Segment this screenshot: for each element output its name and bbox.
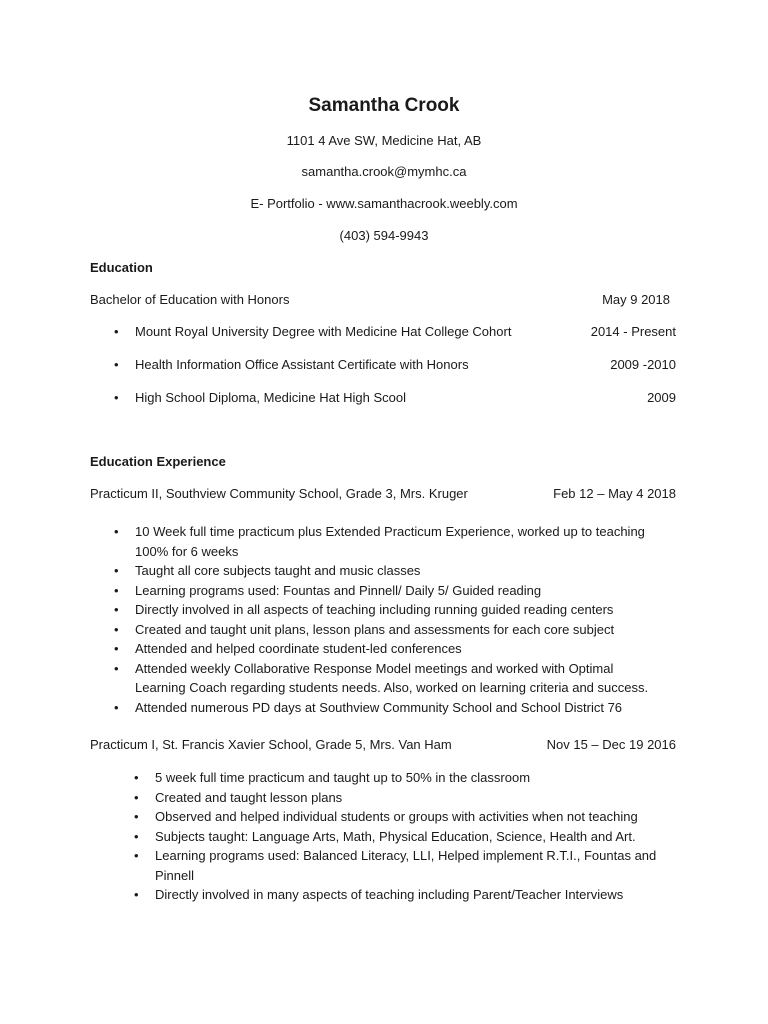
bullet: • bbox=[134, 809, 139, 824]
list-item bbox=[134, 827, 679, 847]
bullet: • bbox=[114, 390, 119, 405]
experience-heading: Education Experience bbox=[90, 454, 226, 469]
list-item-text: Created and taught lesson plans bbox=[155, 789, 343, 805]
list-item-text: Learning programs used: Fountas and Pinnell/ Daily 5/ Guided reading bbox=[135, 582, 542, 598]
list-item-text: 10 Week full time practicum plus Extended Practicum Experience, worked up to teaching 100% for 6 weeks bbox=[135, 524, 645, 559]
bullet: • bbox=[114, 602, 119, 617]
list-item-text: Created and taught unit plans, lesson plans and assessments for each core subject bbox=[135, 621, 615, 637]
degree-title: Bachelor of Education with Honors bbox=[90, 292, 290, 307]
bullet: • bbox=[114, 660, 119, 676]
position-date: Feb 12 – May 4 2018 bbox=[553, 486, 676, 501]
education-item-text: High School Diploma, Medicine Hat High Scool bbox=[135, 390, 406, 405]
list-item-text: Learning programs used: Balanced Literacy, LLI, Helped implement R.T.I., Fountas and Pinnell bbox=[155, 848, 657, 883]
resume-name: Samantha Crook bbox=[308, 95, 460, 116]
degree-row bbox=[90, 292, 676, 307]
list-item bbox=[134, 807, 679, 827]
bullet: • bbox=[114, 524, 119, 539]
list-item-text: Directly involved in all aspects of teaching including running guided reading centers bbox=[135, 602, 614, 617]
bullet: • bbox=[114, 357, 119, 372]
degree-date: May 9 2018 bbox=[602, 292, 670, 307]
portfolio: E- Portfolio - www.samanthacrook.weebly.com bbox=[250, 196, 518, 211]
education-item-text: Mount Royal University Degree with Medicine Hat College Cohort bbox=[135, 324, 512, 339]
bullet: • bbox=[134, 770, 139, 785]
position-title: Practicum II, Southview Community School, Grade 3, Mrs. Kruger bbox=[90, 486, 468, 501]
education-heading: Education bbox=[90, 260, 153, 275]
education-item-text: Health Information Office Assistant Certificate with Honors bbox=[135, 357, 469, 372]
address: 1101 4 Ave SW, Medicine Hat, AB bbox=[286, 133, 482, 148]
list-item-text: Attended weekly Collaborative Response Model meetings and worked with Optimal Learning Coach regarding students needs. Also, worked on learning criteria and success. bbox=[135, 660, 649, 695]
list-item bbox=[114, 698, 666, 718]
list-item-text: 5 week full time practicum and taught up to 50% in the classroom bbox=[155, 770, 531, 785]
list-item bbox=[134, 788, 679, 808]
list-item-text: Attended numerous PD days at Southview Community School and School District 76 bbox=[135, 699, 623, 715]
position-bullets bbox=[134, 768, 679, 905]
list-item-text: Attended and helped coordinate student-led conferences bbox=[135, 641, 462, 656]
list-item bbox=[114, 639, 666, 659]
list-item bbox=[114, 581, 666, 601]
list-item bbox=[134, 768, 679, 788]
position-title: Practicum I, St. Francis Xavier School, Grade 5, Mrs. Van Ham bbox=[90, 737, 452, 752]
position-row bbox=[90, 737, 676, 752]
bullet: • bbox=[134, 789, 139, 805]
bullet: • bbox=[114, 582, 119, 598]
list-item bbox=[114, 561, 666, 581]
list-item bbox=[114, 522, 666, 561]
education-item-date: 2014 - Present bbox=[590, 324, 676, 339]
position-date: Nov 15 – Dec 19 2016 bbox=[546, 737, 676, 752]
position-row bbox=[90, 486, 676, 501]
list-item bbox=[114, 659, 666, 698]
bullet: • bbox=[114, 324, 119, 339]
list-item bbox=[114, 620, 666, 640]
bullet: • bbox=[134, 887, 139, 902]
position-bullets bbox=[114, 522, 666, 717]
list-item-text: Subjects taught: Language Arts, Math, Physical Education, Science, Health and Art. bbox=[155, 828, 636, 844]
bullet: • bbox=[114, 621, 119, 637]
education-item-date: 2009 -2010 bbox=[610, 357, 676, 372]
list-item bbox=[114, 600, 666, 620]
email: samantha.crook@mymhc.ca bbox=[301, 164, 467, 179]
list-item-text: Taught all core subjects taught and music classes bbox=[135, 563, 421, 578]
bullet: • bbox=[114, 699, 119, 715]
bullet: • bbox=[114, 563, 119, 578]
list-item-text: Directly involved in many aspects of teaching including Parent/Teacher Interviews bbox=[155, 887, 624, 902]
bullet: • bbox=[134, 848, 139, 863]
education-item-date: 2009 bbox=[647, 390, 676, 405]
list-item bbox=[134, 846, 679, 885]
list-item-text: Observed and helped individual students or groups with activities when not teaching bbox=[155, 809, 638, 824]
bullet: • bbox=[114, 641, 119, 656]
list-item bbox=[134, 885, 679, 905]
phone: (403) 594-9943 bbox=[339, 228, 429, 243]
bullet: • bbox=[134, 828, 139, 844]
